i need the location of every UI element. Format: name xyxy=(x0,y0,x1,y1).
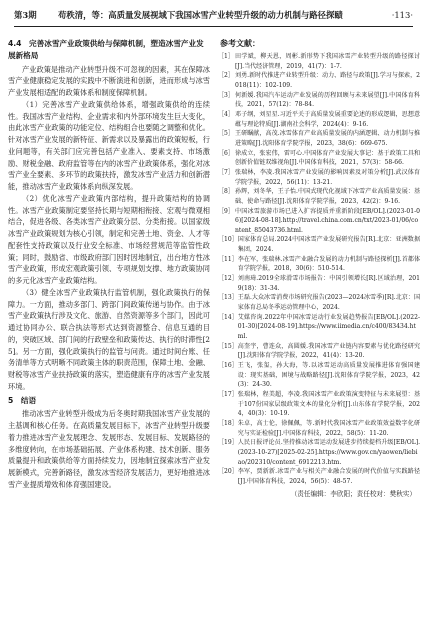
reference-number: ［7］ xyxy=(218,168,234,176)
reference-number: ［16］ xyxy=(218,362,238,369)
reference-item xyxy=(218,149,420,168)
reference-item xyxy=(218,313,420,342)
reference-number: ［6］ xyxy=(218,149,234,157)
reference-text: 张瑞林，程美超，李凌.我国冰雪产业政策演变特征与未来展望：基于107份国家层级政策文本的量化分析[J].山东体育学院学报，2024，40(3)：10-19. xyxy=(237,390,420,418)
reference-text: 孙辉，刘冬华，王子怡.中国式现代化视域下冰雪产业高质量发展：基础、使命与路径[J].沈阳体育学院学报，2023，42(2)：9-16. xyxy=(235,188,420,205)
reference-item xyxy=(218,71,420,90)
reference-number: ［19］ xyxy=(218,439,238,447)
reference-item xyxy=(218,187,420,206)
reference-item xyxy=(218,129,420,148)
reference-item xyxy=(218,390,420,419)
reference-text: 中国冰雪旅游市场已进入扩容提质并重新阶段[EB/OL].(2023-01-06)[2024-08-18].http://travel.china.com.cn/txt/2023-01/06/content_85043736.html. xyxy=(235,207,420,234)
reference-text: 田学斌，柳天恩，周彬.新形势下我国冰雪产业转型升级的路径探讨[J].当代经济管理，2019，41(7)：1-7. xyxy=(235,53,420,70)
reference-item xyxy=(218,274,420,293)
running-header xyxy=(14,8,413,22)
conclusion-paragraph: 推动冰雪产业转型升级成为后冬奥时期我国冰雪产业发展的主基调和核心任务。在高质量发展目标下，冰雪产业转型升级要着力推进冰雪产业发展理念、发展形态、发展目标、发展路径的多维度转向，在市场基础拓展、产业体系构建、技术创新、服务质量提升和政策供给等方面持续发力，因地制宜探索冰雪产业发展新模式，完善新路径，激发冰雪经济发展活力，更好地推进冰雪产业提质增效和体育强国建设。 xyxy=(8,409,210,489)
reference-item xyxy=(218,110,420,129)
reference-item xyxy=(218,419,420,438)
issue-number: 第3期 xyxy=(14,10,37,20)
reference-text: 张瑞林，李凌.我国冰雪产业发展的影响因素及对策分析[J].武汉体育学院学报，2022，56(11)：13-21. xyxy=(235,168,420,186)
reference-text: 邓子纲，刘星星.习近平关于高质量发展重要论述的形成逻辑，思想意蕴与理论特质[J].湖南社会科学，2024(4)：9-16. xyxy=(235,110,420,128)
running-title: 苟秩清，等：高质量发展视域下我国冰雪产业转型升级的动力机制与路径探赜 xyxy=(58,10,343,20)
body-paragraph: （2）优化冰雪产业政策内部结构，提升政策结构的协调性。冰雪产业政策制定要坚持长期与短期相衔接、宏观与微观相结合，促进各级、各类冰雪产业政策分层、分类衔接。以国家级冰雪产业政策规划为核心引领，制定和完善土地、资金、人才等配套性支持政策以及行业安全标准、市场经营规范等监管性政策；同时，鼓励省、市级政府部门因时因地制宜，出台地方性冰雪产业政策，形成宏观政策引领、专项规划支撑、地方政策协同的多元化冰雪产业政策结构。 xyxy=(8,193,210,285)
editor-credit: （责任编辑：李欣阳；责任校对：樊秋实） xyxy=(290,489,416,498)
reference-number: ［14］ xyxy=(218,313,238,321)
body-column xyxy=(8,38,210,634)
reference-item xyxy=(218,207,420,236)
reference-item xyxy=(218,293,420,312)
reference-item xyxy=(218,361,420,390)
section-heading-4-4: 4.4 完善冰雪产业政策供给与保障机制，塑造冰雪产业发展新格局 xyxy=(8,39,204,60)
reference-item xyxy=(218,467,420,486)
reference-number: ［13］ xyxy=(218,294,238,302)
page-number: ·113· xyxy=(391,10,413,20)
reference-text: 徐成立，张宏伟，雷可心.中国体育产业发展大事记：基于政策工具和创新价值链双维视角[J].中国体育科技，2021，57(3)：58-66. xyxy=(235,149,420,167)
reference-number: ［15］ xyxy=(218,342,238,350)
reference-item xyxy=(218,52,420,71)
body-paragraph: （1）完善冰雪产业政策供给体系，增强政策供给的连续性。我国冰雪产业结构、企业需求和内外部环境发生巨大变化，由此冰雪产业政策的功能定位、结构组合也要随之调整和优化。针对冰雪产业发展的新特征、新需求以及暴露出的政策短板，行业问题等，有关部门应完善包括产业准入、要素支持、市场激励、财税金融、政府监管等在内的冰雪产业政策体系，强化对冰雪产业全要素、多环节的政策扶持，激发冰雪产业活力和创新潜能，推动冰雪产业政策体系向纵深发展。 xyxy=(8,99,210,191)
reference-number: ［11］ xyxy=(218,255,238,263)
reference-item xyxy=(218,91,420,110)
reference-text: 李军，贾新新.冰雪产业与相关产业融合发展的时代价值与实践路径[J].中国体育科技，2024，56(5)：48-57. xyxy=(237,468,420,485)
reference-number: ［3］ xyxy=(218,91,234,99)
reference-number: ［12］ xyxy=(218,275,238,283)
body-paragraph: （3）健全冰雪产业政策执行监管机制，强化政策执行的保障力。一方面，推动多部门、跨部门间政策传递与协作。由于冰雪产业政策执行涉及文化、旅游、自然资源等多个部门，因此可通过协同办公、联合执法等形式达到资源整合、信息互通的目的，突破区域、部门间的行政壁垒和政策传达、执行的时滞性[25]。另一方面，强化政策执行的监管与问责。通过时间台账、任务清单等方式明晰不同政策主体的职责范围，保障土地、金融、财税等冰雪产业扶持政策的落实，塑造健康有序的冰雪产业发展环境。 xyxy=(8,287,210,391)
reference-text: 李在军，张瑞林.冰雪产业融合发展的动力机制与路径探析[J].首都体育学院学报，2018，30(6)：510-514. xyxy=(237,255,420,273)
reference-number: ［10］ xyxy=(218,236,238,244)
reference-list xyxy=(218,52,420,487)
reference-number: ［1］ xyxy=(218,53,234,60)
reference-item xyxy=(218,438,420,467)
header-rule xyxy=(14,26,413,27)
reference-number: ［8］ xyxy=(218,188,234,196)
reference-text: 人民日报评论员.坚持推动冰雪运动发展进步持续提档升级[EB/OL].(2023-10-27)[2025-02-25].https://www.gov.cn/yaowen/liebiao/202310/content_6912213.htm. xyxy=(237,439,420,466)
reference-number: ［18］ xyxy=(218,419,238,427)
body-paragraph: 产业政策是推动产业转型升级不可忽视的因素，其在保障冰雪产业健康稳定发展的实践中不断演进和创新，进而形成与冰雪产业发展相适配的政策体系和制度保障机制。 xyxy=(8,64,210,97)
reference-text: 高奎宇，曹连众，高圆媛.我国冰雪产业链内容要素与优化路径研究[J].沈阳体育学院学报，2022，41(4)：13-20. xyxy=(237,342,420,360)
reference-text: 朱卓，高士伦，徐佩佩，等.新时代我国冰雪产业政策效益数字化研究与实证检验[J].中国体育科技，2022，58(5)：11-20. xyxy=(237,419,420,437)
reference-number: ［20］ xyxy=(218,468,238,476)
reference-text: 艾媒咨询.2022年中国冰雪运动行业发展趋势报告[EB/OL].(2022-01-30)[2024-08-19].https://www.iimedia.cn/c400/83434.html. xyxy=(237,313,420,341)
reference-text: 国家体育总局.2024中国冰雪产业发展研究报告[R].北京：亚洲数据集团，2024. xyxy=(237,236,420,254)
references-heading: 参考文献： xyxy=(220,39,260,48)
reference-number: ［4］ xyxy=(218,110,234,118)
reference-text: 何新媛.我国汽车运动产业发展的历程回顾与未来展望[J].中国体育科技，2021，57(12)：78-84. xyxy=(235,91,420,109)
reference-text: 刘勇.新时代推进产业转型升级：动力、路径与政策[J].学习与探索，2018(11)：102-109. xyxy=(235,72,420,89)
reference-number: ［9］ xyxy=(218,207,234,215)
reference-item xyxy=(218,168,420,187)
reference-text: 王磊.大众冰雪消费市场研究报告(2023—2024冰雪季)[R].北京：国家体育总局冬季运动管理中心，2024. xyxy=(237,294,420,312)
reference-text: 王飞，张玺，孙大海，等.以冰雪运动高质量发展推进体育强国建设：现实基础，困境与战略路径[J].沈阳体育学院学报，2023，42(3)：24-30. xyxy=(237,362,420,389)
reference-text: 刘南琦.2019全球滑雪市场报告：中国引领增长[R].区域治理，2019(18)：31-34. xyxy=(237,275,420,292)
reference-item xyxy=(218,235,420,254)
reference-text: 王研瞩献，高茂.冰雪体育产业高质量发展的内涵逻辑、动力机制与推进策略[J].沈阳体育学院学报，2023，38(6)：669-675. xyxy=(235,130,420,147)
references-column xyxy=(218,38,420,634)
reference-number: ［2］ xyxy=(218,72,234,80)
reference-number: ［5］ xyxy=(218,130,234,138)
section-heading-conclusion: 5 结语 xyxy=(8,395,37,405)
reference-number: ［17］ xyxy=(218,390,238,398)
reference-item xyxy=(218,255,420,274)
reference-item xyxy=(218,342,420,361)
